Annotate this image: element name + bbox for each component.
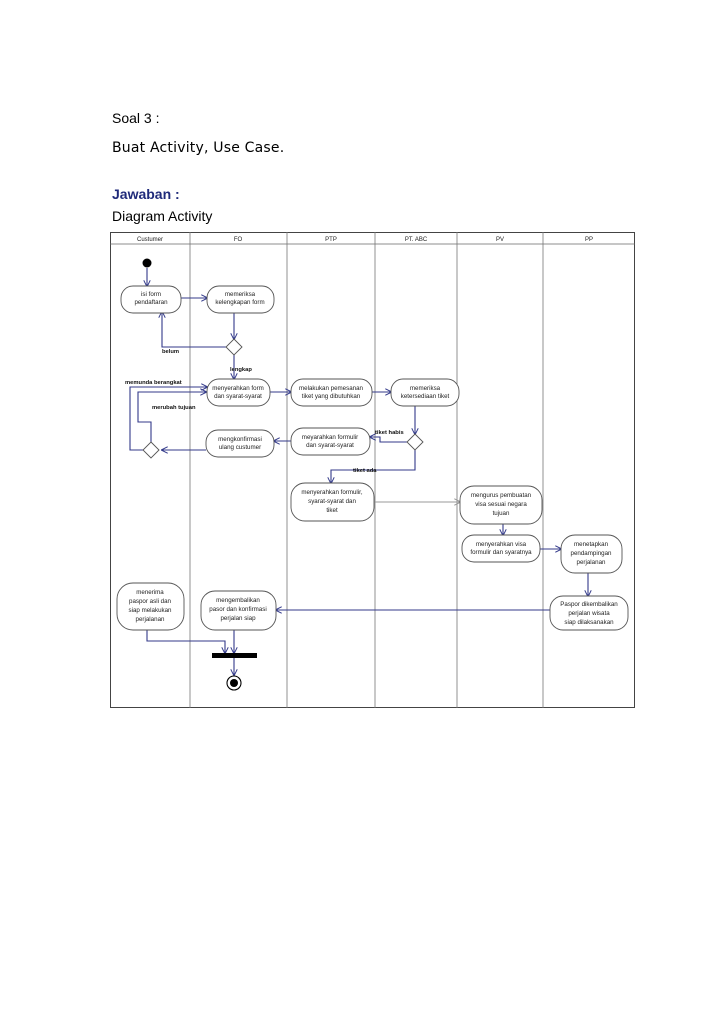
final-node-inner: [230, 679, 238, 687]
activity-menerima: [117, 583, 184, 630]
diagram-caption: Diagram Activity: [112, 208, 213, 224]
menyerahkan-form-line-1: menyerahkan form: [212, 385, 264, 392]
activity-paspor-kembali: [550, 596, 628, 630]
lane-header-ptp: PTP: [325, 237, 337, 243]
arahkan-line-2: dan syarat-syarat: [306, 442, 354, 449]
menerima-line-3: siap melakukan: [128, 607, 172, 614]
pendamping-line-2: pendampingan: [570, 550, 612, 557]
isi-form-line-2: pendaftaran: [134, 299, 168, 306]
serahkan-formulir-line-3: tiket: [326, 507, 338, 514]
serahkan-visa-line-2: formulir dan syaratnya: [470, 549, 532, 556]
initial-node: [143, 259, 152, 268]
activity-pendamping: [561, 535, 622, 573]
guard-lengkap: lengkap: [230, 367, 252, 373]
paspor-kembali-line-3: siap dilaksanakan: [564, 619, 614, 626]
guard-tiket-ada: tiket ada: [353, 468, 377, 474]
lane-header-pp: PP: [584, 237, 594, 243]
activity-konfirmasi: [206, 430, 274, 457]
pendamping-line-3: perjalanan: [576, 559, 606, 566]
activity-mengurus-visa: [460, 486, 542, 524]
mengembalikan-line-3: perjalan siap: [220, 615, 256, 622]
guard-tiket-habis: tiket habis: [375, 430, 404, 436]
activity-serahkan-visa: [462, 535, 540, 562]
activity-menyerahkan-form: [207, 379, 270, 406]
serahkan-formulir-line-2: syarat-syarat dan: [308, 498, 356, 505]
mengurus-visa-line-3: tujuan: [492, 510, 510, 517]
lane-header-fo: FO: [233, 237, 243, 243]
paspor-kembali-line-1: Paspor dikembalikan: [560, 601, 618, 608]
join-bar: [212, 653, 257, 658]
activity-memeriksa-tiket: [391, 379, 459, 406]
question-task: Buat Activity, Use Case.: [112, 140, 285, 156]
memeriksa-tiket-line-1: memeriksa: [409, 385, 441, 392]
menerima-line-4: perjalanan: [135, 616, 165, 623]
lane-header-custumer: Custumer: [136, 237, 164, 243]
memeriksa-form-line-1: memeriksa: [224, 291, 256, 298]
menyerahkan-form-line-2: dan syarat-syarat: [214, 393, 262, 400]
activity-memeriksa-form: [207, 286, 274, 313]
arahkan-line-1: meyarahkan formulir: [301, 434, 359, 441]
mengurus-visa-line-1: mengurus pembuatan: [470, 492, 532, 499]
konfirmasi-line-2: ulang custumer: [218, 444, 262, 451]
mengembalikan-line-1: mengembalikan: [216, 597, 260, 604]
memeriksa-tiket-line-2: ketersediaan tiket: [400, 393, 450, 400]
konfirmasi-line-1: mengkonfirmasi: [218, 436, 262, 443]
lane-header-ptabc: PT. ABC: [404, 237, 428, 243]
activity-arahkan: [291, 428, 370, 455]
mengembalikan-line-2: pasor dan konfirmasi: [209, 606, 267, 613]
guard-belum: belum: [162, 349, 180, 355]
serahkan-visa-line-1: menyerahkan visa: [475, 541, 527, 548]
pemesanan-line-1: melakukan pemesanan: [299, 385, 363, 392]
activity-pemesanan: [291, 379, 372, 406]
pendamping-line-1: menetapkan: [573, 541, 609, 548]
question-number: Soal 3 :: [112, 110, 160, 126]
serahkan-formulir-line-1: menyerahkan formulir,: [301, 489, 363, 496]
answer-label: Jawaban :: [112, 186, 180, 202]
activity-diagram: [110, 232, 635, 708]
menerima-line-2: paspor asli dan: [129, 598, 171, 605]
isi-form-line-1: isi form: [141, 291, 161, 298]
paspor-kembali-line-2: perjalan wisata: [568, 610, 610, 617]
lane-header-pv: PV: [495, 237, 505, 243]
menerima-line-1: menerima: [136, 589, 164, 596]
pemesanan-line-2: tiket yang dibutuhkan: [301, 393, 361, 400]
activity-serahkan-formulir: [291, 483, 374, 521]
mengurus-visa-line-2: visa sesuai negara: [475, 501, 527, 508]
activity-isi-form: [121, 286, 181, 313]
memeriksa-form-line-2: kelengkapan form: [215, 299, 265, 306]
guard-memundur: memunda berangkat: [125, 380, 182, 386]
guard-merubah: merubah tujuan: [152, 405, 196, 411]
activity-mengembalikan: [201, 591, 276, 630]
